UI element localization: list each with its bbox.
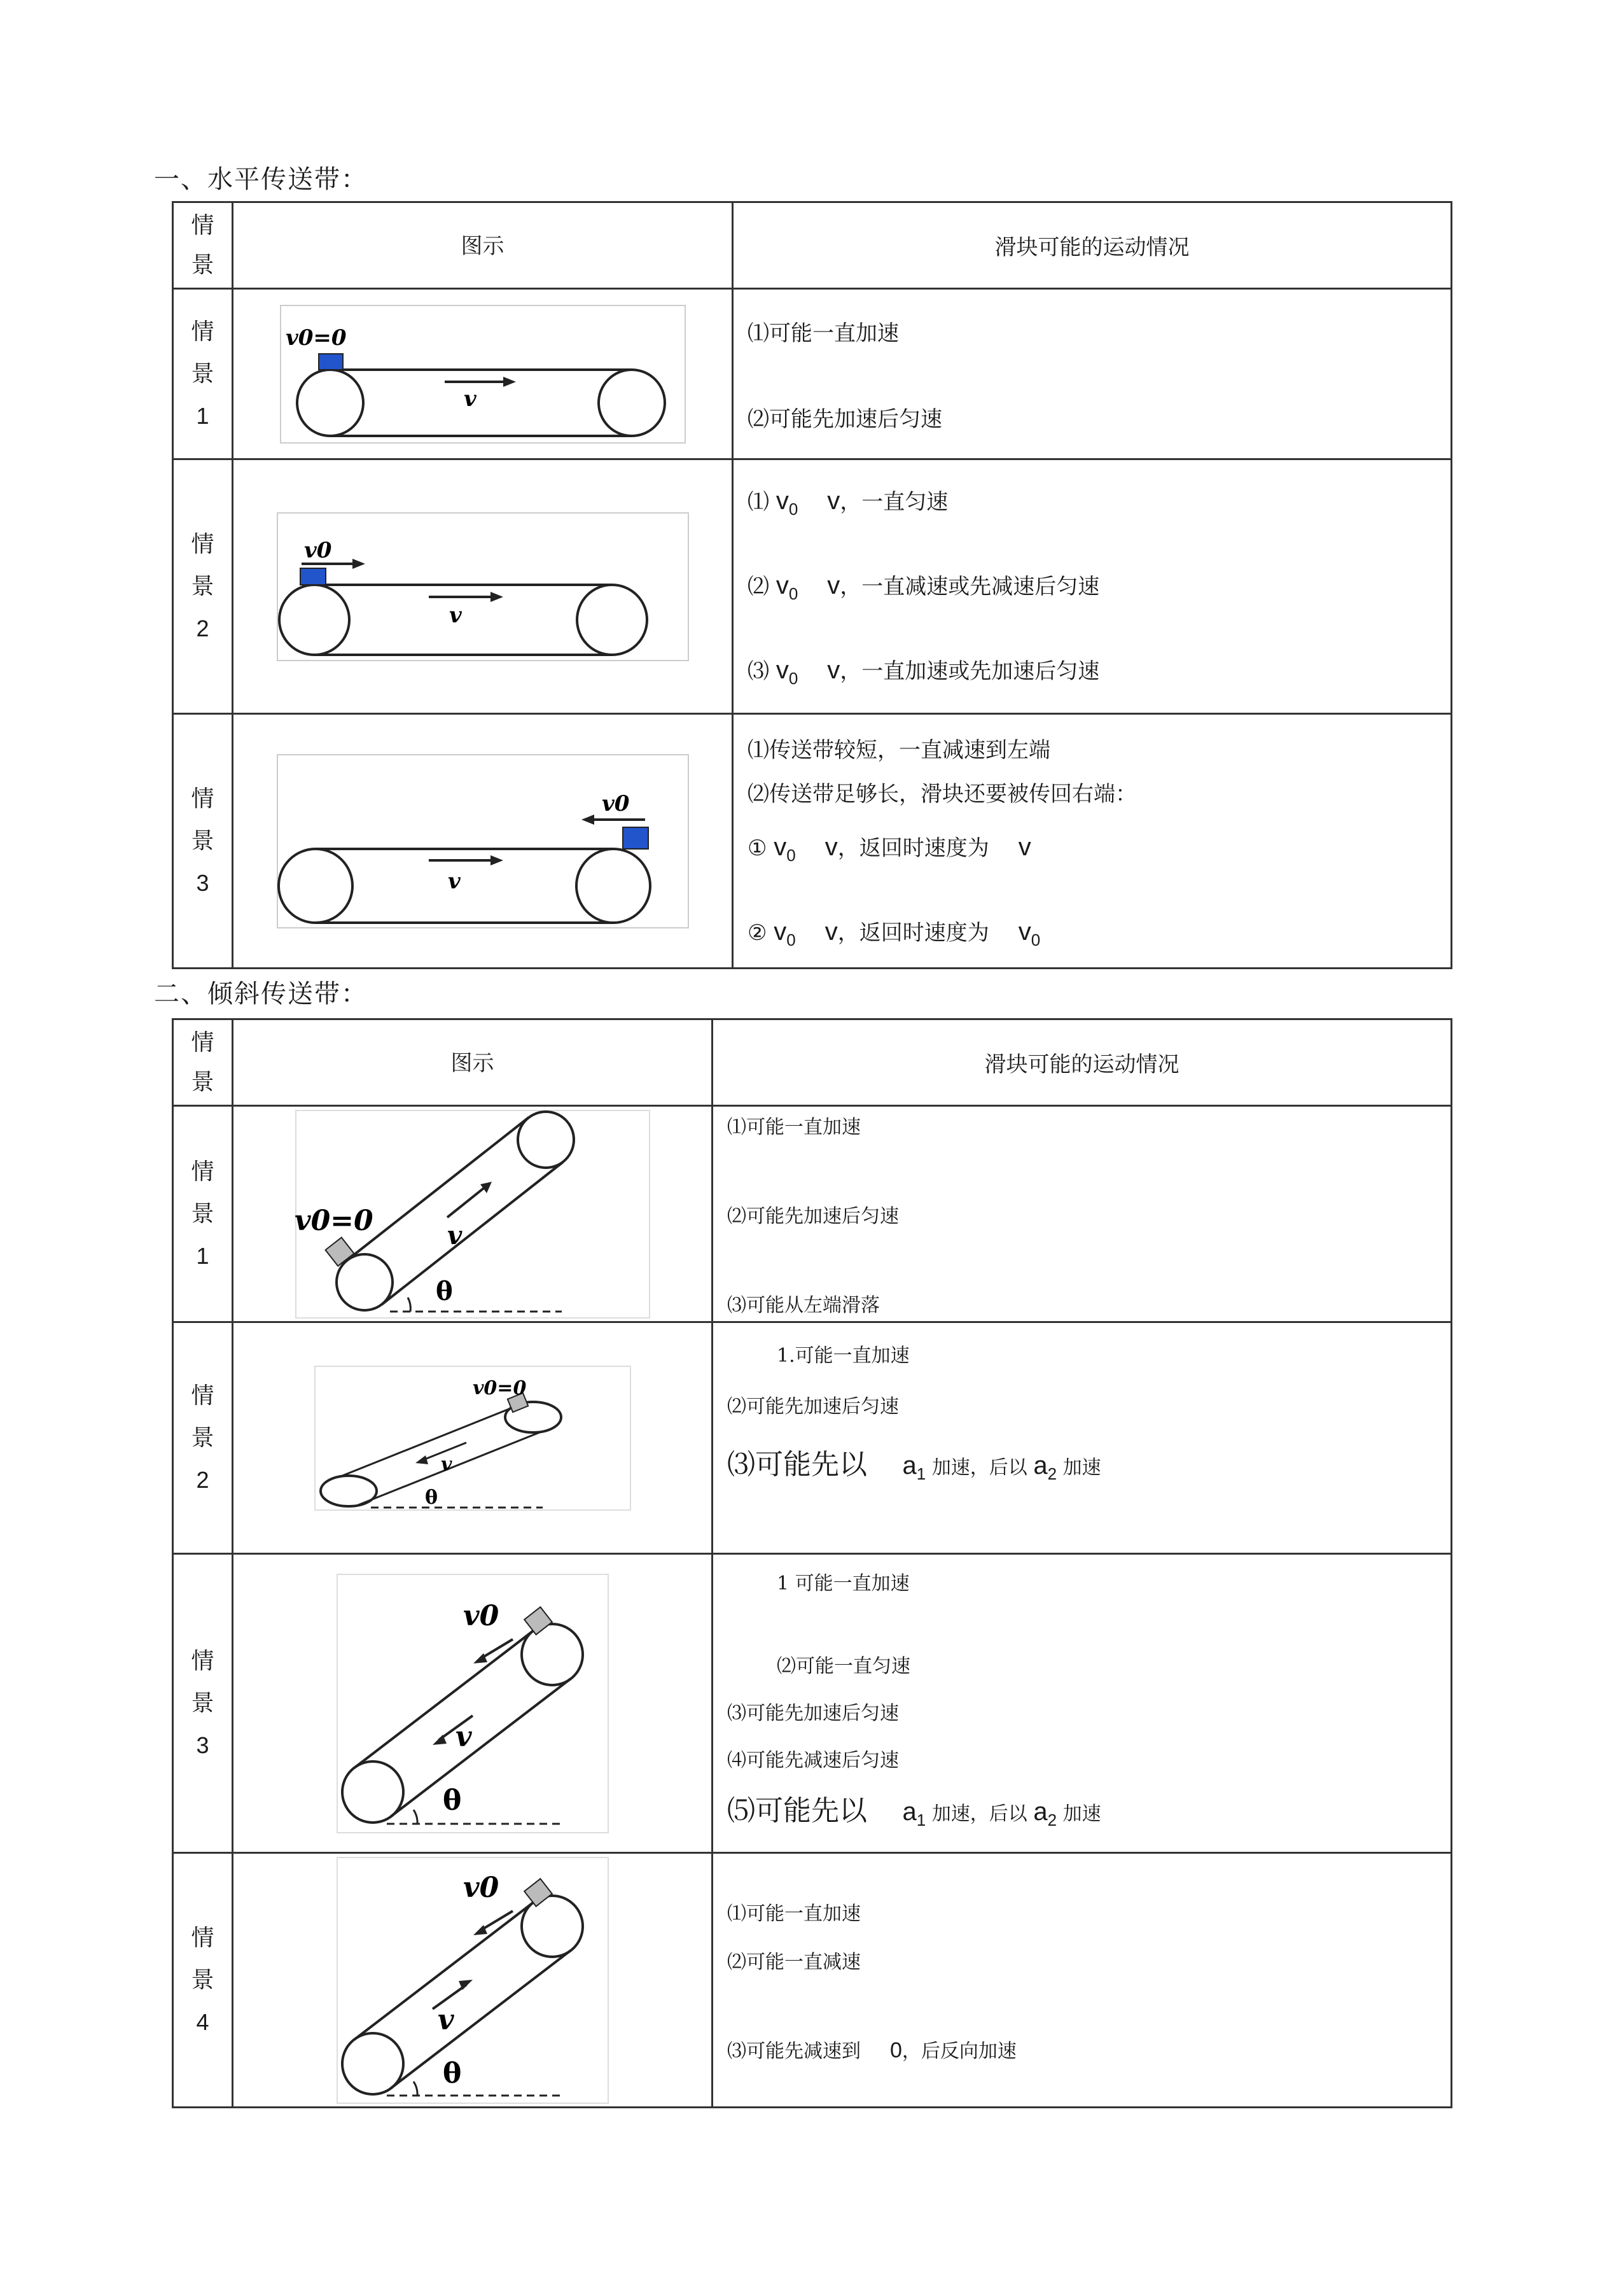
v0-label: v0 [303, 537, 331, 563]
slider-block [319, 354, 343, 370]
inclined-belt-diagram [336, 1856, 609, 2104]
diagram-cell [233, 1554, 713, 1853]
belt-velocity-label: v [455, 1720, 472, 1753]
scene-char: 景 [191, 827, 214, 854]
diagram-column-header: 图示 [233, 1019, 713, 1106]
scene-header-bottom: 景 [191, 1068, 214, 1095]
v0-label: v0=0 [294, 1204, 373, 1237]
motion-line: ⑷可能先减速后匀速 [727, 1749, 899, 1772]
horizontal-belt-diagram [279, 304, 686, 444]
inclined-belt-diagram [336, 1573, 609, 1834]
v0-symbol [774, 917, 796, 949]
v0-label: v0 [463, 1871, 499, 1904]
scene-char: 情 [191, 1158, 214, 1185]
scene-char: 景 [191, 573, 214, 599]
a2-symbol [1033, 1798, 1057, 1830]
angle-label: θ [424, 1486, 438, 1509]
v-symbol: v [1018, 832, 1031, 861]
symbol-v: v [774, 832, 787, 861]
motion-line [748, 830, 1451, 865]
motion-cell [713, 1554, 1452, 1853]
symbol-v: v [774, 917, 787, 946]
motion-text: ，一直匀速 [840, 489, 949, 515]
section-heading: 一、水平传送带： [154, 165, 368, 194]
motion-line [727, 2035, 1451, 2063]
item-marker: ⑴ [748, 489, 769, 515]
v-symbol: v [824, 917, 838, 946]
symbol-v: v [776, 571, 789, 599]
slider-block [623, 827, 648, 849]
symbol-sub: 2 [1047, 1810, 1057, 1830]
v-symbol: v [827, 487, 840, 515]
motion-text: 加速 [1062, 1803, 1101, 1825]
scene-label [173, 289, 233, 459]
belt-velocity-label: v [447, 868, 461, 894]
scene-label [173, 1554, 233, 1853]
scene-char: 情 [191, 1648, 214, 1674]
angle-label: θ [442, 2057, 461, 2090]
v0-symbol [776, 656, 798, 688]
motion-text: ⑶可能先以 [727, 1448, 867, 1481]
symbol-sub: 0 [788, 500, 798, 519]
v0-symbol [776, 571, 798, 603]
motion-line: ⑶可能从左端滑落 [727, 1294, 880, 1317]
zero-value: 0 [890, 2038, 902, 2062]
scene-number: 1 [196, 1242, 209, 1269]
v0-label: v0=0 [472, 1376, 526, 1399]
table-row [173, 1554, 1452, 1853]
belt-velocity-label: v [437, 2003, 454, 2036]
motion-column-header: 滑块可能的运动情况 [733, 202, 1452, 289]
motion-cell [733, 459, 1452, 714]
horizontal-belt-diagram [276, 512, 690, 662]
horizontal-belt-diagram [276, 753, 690, 929]
horizontal-belt-table [172, 201, 1452, 969]
scene-char: 情 [191, 1924, 214, 1951]
scene-char: 情 [191, 785, 214, 812]
scene-label [173, 1322, 233, 1554]
v0-label: v0=0 [285, 325, 347, 351]
symbol-sub: 0 [786, 845, 796, 865]
motion-text: 加速 [1062, 1457, 1101, 1479]
motion-line: ⑴可能一直加速 [727, 1902, 861, 1925]
motion-line [748, 484, 1451, 519]
scene-label [173, 1106, 233, 1322]
motion-text: ，返回时速度为 [837, 835, 989, 861]
slider-block [325, 1237, 354, 1266]
item-marker: ⑶ [748, 659, 769, 684]
diagram-column-header: 图示 [233, 202, 733, 289]
section-heading: 二、倾斜传送带： [154, 979, 368, 1009]
scene-label [173, 714, 233, 969]
scene-char: 情 [191, 318, 214, 345]
scene-number: 3 [196, 869, 209, 896]
motion-text: 加速，后以 [931, 1803, 1027, 1825]
diagram-cell [233, 289, 733, 459]
slider-block [524, 1879, 552, 1906]
scene-char: 景 [191, 1966, 214, 1993]
scene-char: 景 [191, 1690, 214, 1716]
left-pulley [297, 370, 363, 436]
diagram-cell [233, 459, 733, 714]
motion-line: ⑵可能先加速后匀速 [727, 1396, 899, 1418]
v0-symbol [774, 832, 796, 865]
v-symbol: v [827, 571, 840, 599]
angle-label: θ [442, 1784, 461, 1817]
table-row [173, 459, 1452, 714]
diagram-cell [233, 1322, 713, 1554]
motion-line [748, 915, 1451, 950]
table-row [173, 1322, 1452, 1554]
motion-line [748, 654, 1451, 689]
motion-text: ，返回时速度为 [837, 920, 989, 946]
motion-cell [713, 1853, 1452, 2108]
item-marker: ① [748, 835, 767, 861]
scene-label [173, 459, 233, 714]
motion-line: ⑴可能一直加速 [748, 320, 899, 346]
motion-line: ⑵可能先加速后匀速 [727, 1205, 899, 1228]
symbol-sub: 1 [916, 1464, 926, 1483]
scene-header-bottom: 景 [191, 251, 214, 278]
item-marker: ⑵ [748, 574, 769, 599]
table-row [173, 289, 1452, 459]
scene-number: 2 [196, 1466, 209, 1493]
diagram-cell [233, 714, 733, 969]
motion-line: ⑵可能一直减速 [727, 1950, 861, 1973]
belt-velocity-label: v [449, 602, 462, 628]
motion-cell [713, 1106, 1452, 1322]
v0-label: v0 [601, 790, 629, 816]
symbol-a: a [902, 1452, 917, 1480]
v0-label: v0 [463, 1599, 499, 1632]
table-row [173, 1853, 1452, 2108]
symbol-sub: 1 [916, 1810, 926, 1830]
symbol-a: a [1033, 1798, 1048, 1826]
symbol-a: a [1033, 1452, 1048, 1480]
v0-symbol [776, 487, 798, 519]
motion-line: 1.可能一直加速 [777, 1345, 910, 1367]
motion-line: ⑶可能先加速后匀速 [727, 1702, 899, 1725]
symbol-v: v [776, 656, 789, 684]
angle-label: θ [435, 1276, 453, 1306]
diagram-cell [233, 1106, 713, 1322]
scene-char: 情 [191, 1382, 214, 1409]
scene-char: 景 [191, 1424, 214, 1451]
a2-symbol [1033, 1452, 1057, 1483]
scene-number: 1 [196, 402, 209, 429]
motion-text: ，一直加速或先加速后匀速 [840, 659, 1100, 684]
motion-line [748, 569, 1451, 604]
right-pulley [577, 585, 647, 655]
item-marker: ② [748, 920, 767, 946]
table-row [173, 1106, 1452, 1322]
left-pulley [279, 585, 349, 655]
symbol-v: v [1018, 917, 1031, 946]
motion-text: 加速，后以 [931, 1457, 1027, 1479]
scene-header-top: 情 [191, 1029, 214, 1056]
v-symbol: v [824, 832, 838, 861]
symbol-sub: 0 [786, 930, 796, 949]
belt-velocity-label: v [440, 1453, 452, 1476]
right-pulley [576, 849, 650, 923]
motion-column-header: 滑块可能的运动情况 [713, 1019, 1452, 1106]
motion-line: ⑴可能一直加速 [727, 1116, 861, 1138]
inclined-belt-diagram [295, 1109, 651, 1319]
motion-text: ，一直减速或先减速后匀速 [840, 574, 1100, 599]
scene-char: 情 [191, 531, 214, 557]
motion-line: ⑵可能一直匀速 [777, 1655, 910, 1677]
scene-char: 景 [191, 1200, 214, 1227]
scene-number: 3 [196, 1732, 209, 1758]
scene-header-cell [173, 1019, 233, 1106]
motion-cell [733, 289, 1452, 459]
inclined-belt-diagram [314, 1365, 632, 1511]
v0-symbol [1018, 917, 1041, 949]
motion-text: ，后反向加速 [901, 2040, 1017, 2062]
motion-cell [713, 1322, 1452, 1554]
v-symbol: v [827, 656, 840, 684]
symbol-sub: 0 [788, 584, 798, 603]
motion-line [727, 1441, 1451, 1484]
motion-line [727, 1788, 1451, 1830]
left-pulley [279, 849, 352, 923]
symbol-sub: 0 [1031, 930, 1041, 949]
symbol-sub: 0 [788, 669, 798, 688]
table-row [173, 714, 1452, 969]
belt-velocity-label: v [463, 386, 477, 412]
symbol-v: v [776, 487, 789, 515]
belt-arrow [447, 1187, 485, 1217]
motion-line: ⑵可能先加速后匀速 [748, 406, 942, 432]
scene-header-cell [173, 202, 233, 289]
a1-symbol [902, 1798, 926, 1830]
table-header-row [173, 202, 1452, 289]
inclined-belt-table [172, 1018, 1452, 2108]
scene-header-top: 情 [191, 212, 214, 239]
a1-symbol [902, 1452, 926, 1483]
motion-line: ⑴传送带较短，一直减速到左端 [748, 737, 1050, 763]
belt-velocity-label: v [447, 1220, 462, 1250]
symbol-a: a [902, 1798, 917, 1826]
motion-text: ⑸可能先以 [727, 1795, 867, 1827]
symbol-sub: 2 [1047, 1464, 1057, 1483]
scene-number: 2 [196, 615, 209, 641]
motion-line: ⑵传送带足够长，滑块还要被传回右端： [748, 781, 1137, 807]
scene-char: 景 [191, 360, 214, 387]
slider-block [300, 568, 326, 585]
scene-label [173, 1853, 233, 2108]
slider-block [524, 1607, 552, 1634]
motion-line: 1 可能一直加速 [777, 1572, 910, 1595]
motion-text: ⑶可能先减速到 [727, 2040, 861, 2062]
motion-cell [733, 714, 1452, 969]
right-pulley [599, 370, 665, 436]
diagram-cell [233, 1853, 713, 2108]
table-header-row [173, 1019, 1452, 1106]
scene-number: 4 [196, 2008, 209, 2035]
